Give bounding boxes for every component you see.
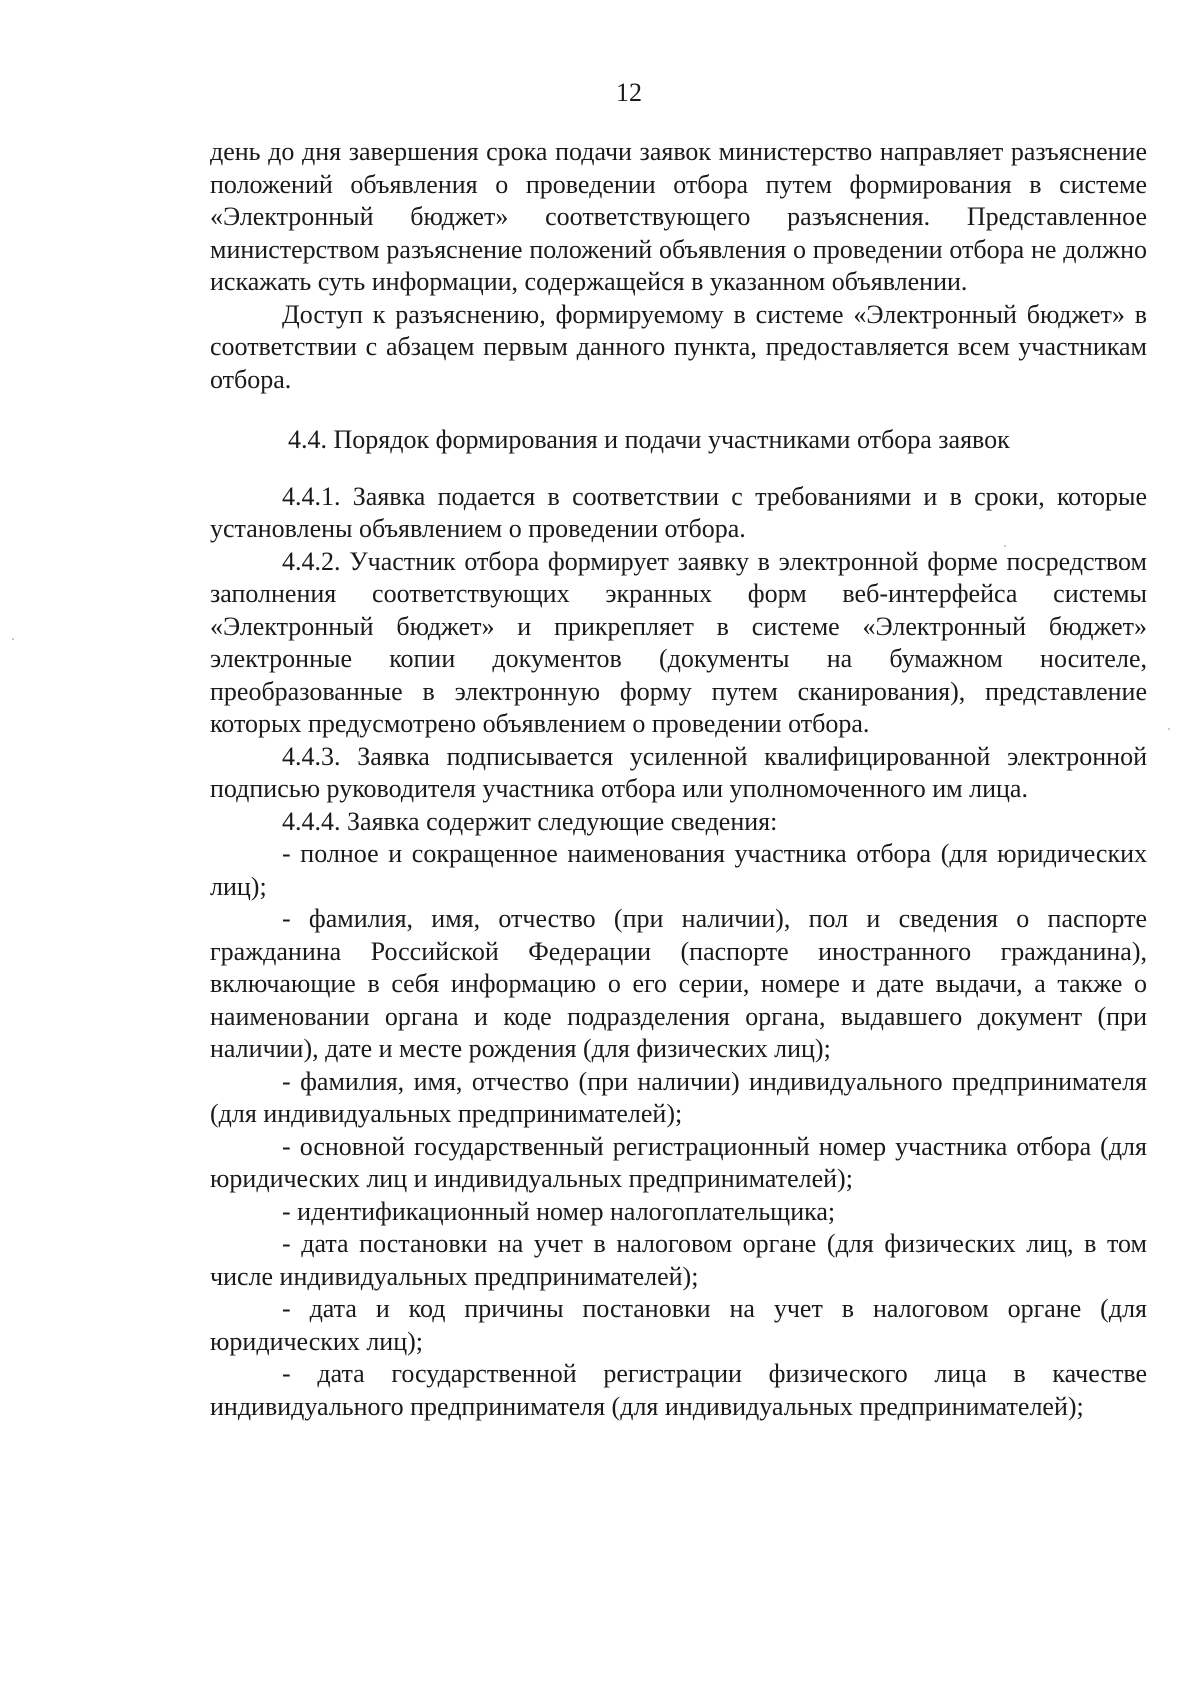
item-4-4-3: 4.4.3. Заявка подписывается усиленной квалифицированной электронной подписью руководителя участника отбора или уполномоченного им лица. <box>210 741 1147 803</box>
paragraph-continuation: день до дня завершения срока подачи заявок министерство направляет разъяснение положений объявления о проведении отбора путем формирования в системе «Электронный бюджет» соответствующего разъяснения. Представленное министерством разъяснение положений объявления о проведении отбора не должно искажать суть информации, содержащейся в указанном объявлении. <box>210 137 1147 296</box>
scan-speck <box>12 638 14 640</box>
document-body <box>210 136 1147 1423</box>
list-item: - дата государственной регистрации физического лица в качестве индивидуального предпринимателя (для индивидуальных предпринимателей); <box>210 1359 1147 1421</box>
scan-speck <box>1004 545 1006 547</box>
list-item: - идентификационный номер налогоплательщика; <box>282 1196 836 1226</box>
scan-speck <box>1168 728 1170 730</box>
page-number: 12 <box>616 78 642 107</box>
list-item: - основной государственный регистрационный номер участника отбора (для юридических лиц и индивидуальных предпринимателей); <box>210 1131 1147 1193</box>
item-4-4-2: 4.4.2. Участник отбора формирует заявку в электронной форме посредством заполнения соответствующих экранных форм веб-интерфейса системы «Электронный бюджет» и прикрепляет в системе «Электронный бюджет» электронные копии документов (документы на бумажном носителе, преобразованные в электронную форму путем сканирования), представление которых предусмотрено объявлением о проведении отбора. <box>210 546 1147 738</box>
list-item: - фамилия, имя, отчество (при наличии) индивидуального предпринимателя (для индивидуальных предпринимателей); <box>210 1066 1147 1128</box>
item-4-4-4: 4.4.4. Заявка содержит следующие сведения: <box>282 806 778 836</box>
list-item: - полное и сокращенное наименования участника отбора (для юридических лиц); <box>210 839 1147 901</box>
list-item: - дата постановки на учет в налоговом органе (для физических лиц, в том числе индивидуальных предпринимателей); <box>210 1229 1147 1291</box>
list-item: - фамилия, имя, отчество (при наличии), пол и сведения о паспорте гражданина Российской Федерации (паспорте иностранного гражданина), включающие в себя информацию о его серии, номере и дате выдачи, а также о наименовании органа и коде подразделения органа, выдавшего документ (при наличии), дате и месте рождения (для физических лиц); <box>210 904 1147 1063</box>
list-item: - дата и код причины постановки на учет в налоговом органе (для юридических лиц); <box>210 1294 1147 1356</box>
item-4-4-1: 4.4.1. Заявка подается в соответствии с требованиями и в сроки, которые установлены объявлением о проведении отбора. <box>210 481 1147 543</box>
section-heading: 4.4. Порядок формирования и подачи участниками отбора заявок <box>288 425 1010 454</box>
paragraph-access: Доступ к разъяснению, формируемому в системе «Электронный бюджет» в соответствии с абзацем первым данного пункта, предоставляется всем участникам отбора. <box>210 299 1147 394</box>
